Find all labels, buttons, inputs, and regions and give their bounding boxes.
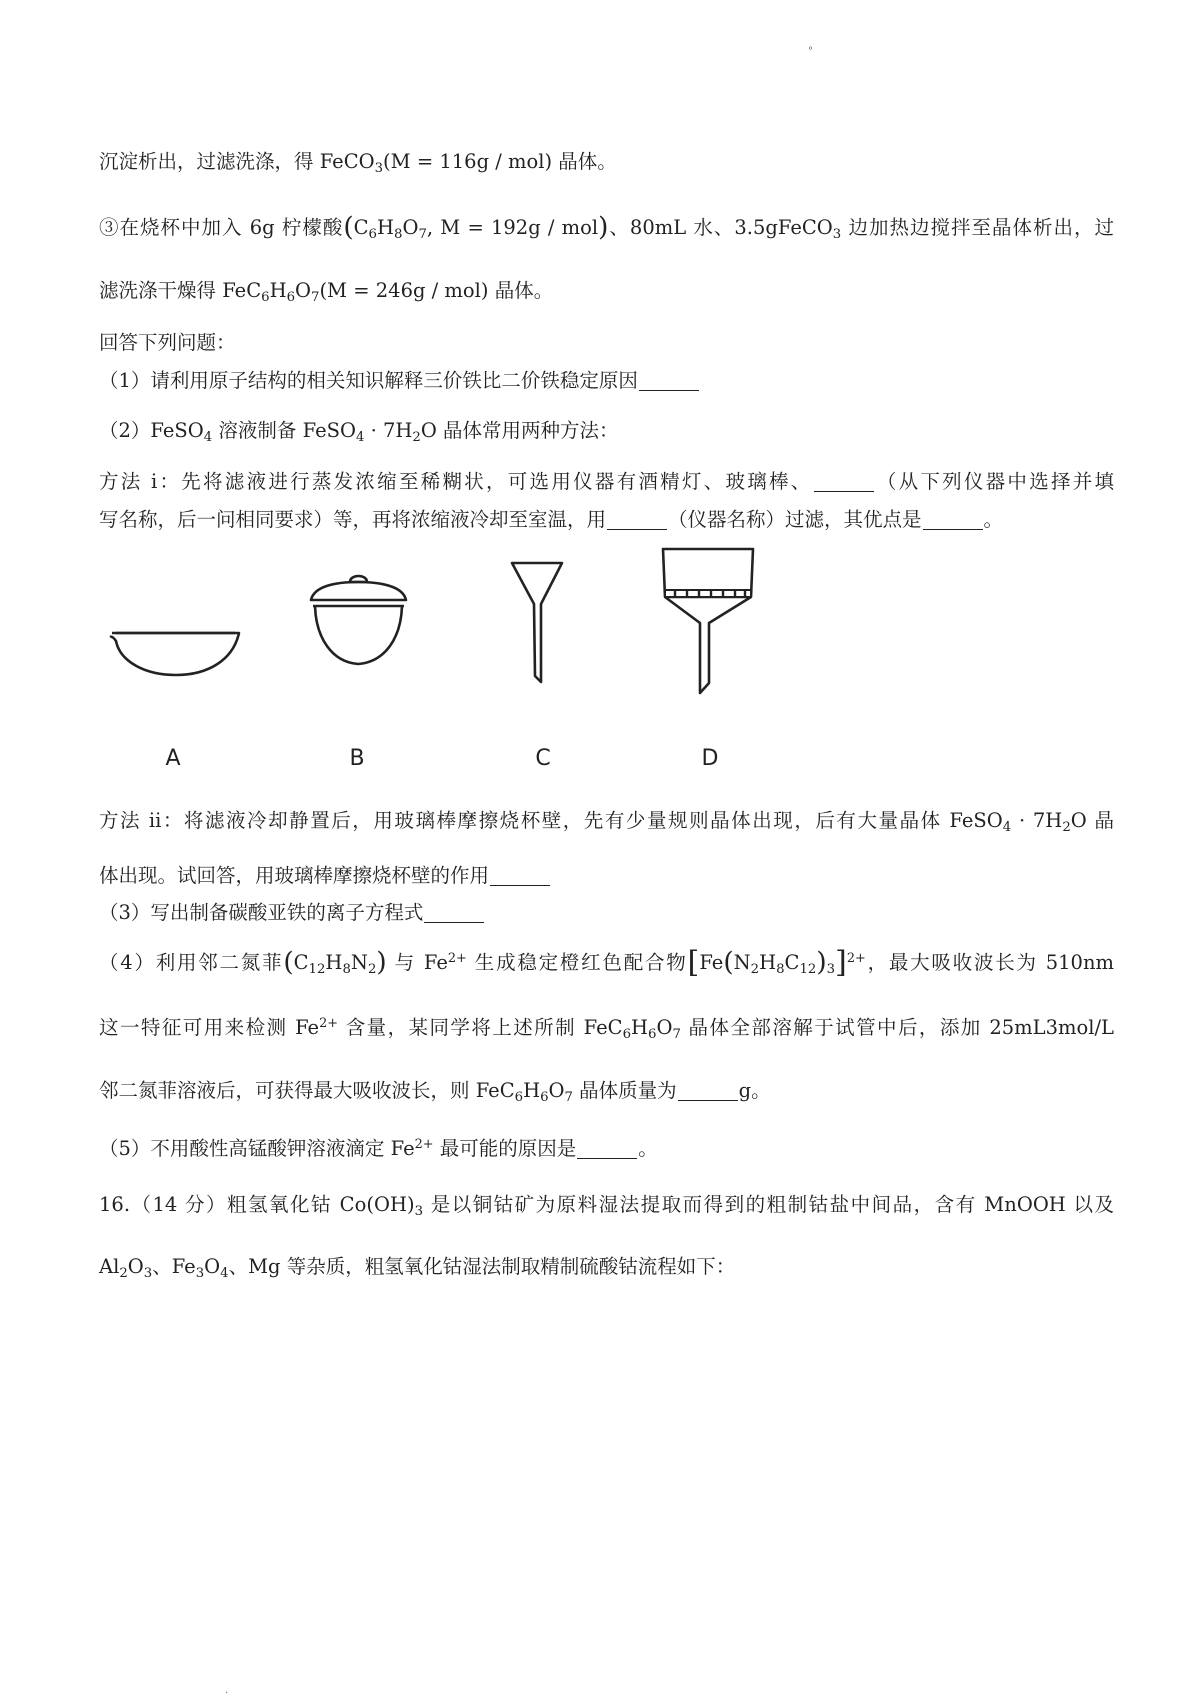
text-segment: 16.（14 分）粗氢氧化钴 Co(OH) xyxy=(99,1193,415,1216)
evaporating-dish-icon xyxy=(108,625,243,685)
text-segment: 含量，某同学将上述所制 FeC xyxy=(338,1016,623,1039)
buchner-funnel-icon xyxy=(660,545,756,697)
text-segment: Al xyxy=(99,1255,120,1278)
text-segment: 8 xyxy=(394,226,403,242)
text-segment: O xyxy=(656,1016,673,1039)
question-5 xyxy=(99,1134,1114,1164)
apparatus-label-b: B xyxy=(349,746,365,771)
text-segment: 2 xyxy=(119,1265,128,1281)
text-segment: 2+ xyxy=(414,1136,434,1152)
text-segment: O xyxy=(204,1255,221,1278)
text-segment: N xyxy=(350,951,368,974)
text-segment: H xyxy=(759,951,777,974)
text-segment: 8 xyxy=(776,961,785,977)
text-segment: 、Fe xyxy=(152,1255,196,1278)
text-segment: ( xyxy=(343,212,354,243)
text-segment: [ xyxy=(687,945,700,981)
answer-blank xyxy=(424,902,484,923)
text-line xyxy=(99,213,1114,243)
answer-blank xyxy=(577,1138,637,1159)
text-segment: 6 xyxy=(648,1026,657,1042)
text-segment: ③在烧杯中加入 6g 柠檬酸 xyxy=(99,216,344,239)
text-segment: ( xyxy=(723,947,734,978)
answer-blank xyxy=(639,370,699,391)
text-segment: 邻二氮菲溶液后，可获得最大吸收波长，则 FeC xyxy=(99,1079,515,1102)
text-segment: ，最大吸收波长为 510nm xyxy=(865,951,1114,974)
text-segment: 溶液制备 FeSO xyxy=(212,419,356,442)
method-ii-line xyxy=(99,806,1114,836)
text-segment: ] xyxy=(835,945,847,981)
text-segment: 3 xyxy=(195,1265,205,1281)
question-4-line xyxy=(99,1076,1114,1106)
method-ii-line xyxy=(99,861,1114,891)
text-segment: 。 xyxy=(638,1137,658,1160)
text-segment: ) xyxy=(816,947,827,978)
text-segment: 方法 ii：将滤液冷却静置后，用玻璃棒摩擦烧杯壁，先有少量规则晶体出现，后有大量晶体 FeSO xyxy=(99,809,1003,832)
text-segment: ) xyxy=(598,212,609,243)
text-segment: · 7H xyxy=(364,419,413,442)
question-4 xyxy=(99,945,1114,981)
text-segment: (M = 246g / mol) 晶体。 xyxy=(319,279,554,302)
text-segment: 、80mL 水、3.5gFeCO xyxy=(608,216,833,239)
question-2 xyxy=(99,416,1114,446)
apparatus-label-a: A xyxy=(165,746,181,771)
question-4-line xyxy=(99,1013,1114,1043)
text-segment: （2）FeSO xyxy=(99,419,204,442)
text-segment: 生成稳定橙红色配合物 xyxy=(466,951,688,974)
text-segment: O 晶 xyxy=(1070,809,1114,832)
text-segment: 体出现。试回答，用玻璃棒摩擦烧杯壁的作用 xyxy=(99,864,490,887)
page-footer-mark: · xyxy=(225,1688,229,1699)
text-segment: O xyxy=(402,216,419,239)
text-segment: O 晶体常用两种方法： xyxy=(420,419,619,442)
text-segment: 2+ xyxy=(447,950,467,966)
text-segment: 7 xyxy=(672,1026,681,1042)
text-segment: C xyxy=(784,951,800,974)
text-segment: H xyxy=(523,1079,541,1102)
apparatus-label-c: C xyxy=(535,746,551,771)
question-16-line xyxy=(99,1252,1114,1282)
text-segment: 6 xyxy=(368,226,377,242)
text-segment: 2 xyxy=(412,429,421,445)
text-segment: Fe xyxy=(699,951,724,974)
text-segment: , M = 192g / mol xyxy=(426,216,599,239)
crucible-with-lid-icon xyxy=(306,562,411,682)
text-segment: 3 xyxy=(414,1203,423,1219)
text-segment: g。 xyxy=(738,1079,771,1102)
text-segment: 晶体质量为 xyxy=(572,1079,677,1102)
text-segment: 6 xyxy=(261,289,270,305)
method-i-line xyxy=(99,467,1114,497)
text-segment: N xyxy=(733,951,751,974)
question-16 xyxy=(99,1190,1114,1220)
text-segment: 2 xyxy=(750,961,760,977)
text-segment: 滤洗涤干燥得 FeC xyxy=(99,279,262,302)
text-segment: H xyxy=(269,279,287,302)
text-segment: 7 xyxy=(311,289,320,305)
text-segment: 2+ xyxy=(319,1015,339,1031)
text-segment: 8 xyxy=(342,961,351,977)
text-segment: 。 xyxy=(983,508,1004,531)
text-segment: 3 xyxy=(374,160,384,176)
text-segment: （5）不用酸性高锰酸钾溶液滴定 Fe xyxy=(99,1137,415,1160)
text-segment: O xyxy=(295,279,312,302)
answer-blank xyxy=(607,509,667,530)
answer-blank xyxy=(923,509,983,530)
answer-blank xyxy=(490,865,550,886)
text-segment: 3 xyxy=(832,226,842,242)
text-segment: 回答下列问题： xyxy=(99,331,236,354)
text-segment: C xyxy=(293,951,309,974)
text-segment: 6 xyxy=(286,289,296,305)
text-segment: H xyxy=(325,951,343,974)
text-segment: 4 xyxy=(220,1265,229,1281)
text-segment: 、Mg 等杂质，粗氢氧化钴湿法制取精制硫酸钴流程如下： xyxy=(228,1255,736,1278)
text-segment: （3）写出制备碳酸亚铁的离子方程式 xyxy=(99,901,424,924)
text-segment: O xyxy=(127,1255,144,1278)
text-segment: 2 xyxy=(1062,819,1071,835)
text-segment: 4 xyxy=(203,429,213,445)
text-line xyxy=(99,147,1114,177)
funnel-icon xyxy=(509,560,565,686)
question-3 xyxy=(99,898,1114,928)
text-segment: 这一特征可用来检测 Fe xyxy=(99,1016,320,1039)
text-line xyxy=(99,328,1114,358)
page-mark: ° xyxy=(808,46,813,57)
text-segment: ) xyxy=(376,947,387,978)
text-segment: 6 xyxy=(540,1089,549,1105)
text-segment: H xyxy=(376,216,394,239)
text-segment: 边加热边搅拌至晶体析出，过 xyxy=(841,216,1114,239)
text-segment: 12 xyxy=(308,961,326,977)
text-segment: 最可能的原因是 xyxy=(433,1137,577,1160)
text-segment: 2 xyxy=(367,961,377,977)
text-segment: 6 xyxy=(514,1089,524,1105)
text-segment: ( xyxy=(283,947,294,978)
text-segment: 4 xyxy=(355,429,365,445)
text-segment: · 7H xyxy=(1011,809,1063,832)
text-segment: （1）请利用原子结构的相关知识解释三价铁比二价铁稳定原因 xyxy=(99,369,638,392)
apparatus-label-d: D xyxy=(701,746,719,771)
answer-blank xyxy=(678,1080,738,1101)
text-segment: 7 xyxy=(564,1089,573,1105)
text-segment: 4 xyxy=(1002,819,1012,835)
text-segment: 7 xyxy=(418,226,427,242)
text-segment: H xyxy=(631,1016,649,1039)
text-segment: 3 xyxy=(826,961,836,977)
text-segment: 是以铜钴矿为原料湿法提取而得到的粗制钴盐中间品，含有 MnOOH 以及 xyxy=(423,1193,1114,1216)
text-segment: （4）利用邻二氮菲 xyxy=(99,951,284,974)
text-segment: 与 Fe xyxy=(386,951,448,974)
text-segment: (M = 116g / mol) 晶体。 xyxy=(383,150,617,173)
text-line xyxy=(99,276,1114,306)
text-segment: 沉淀析出，过滤洗涤，得 FeCO xyxy=(99,150,375,173)
question-1 xyxy=(99,366,1114,396)
method-i-line xyxy=(99,505,1114,535)
text-segment: 方法 i：先将滤液进行蒸发浓缩至稀糊状，可选用仪器有酒精灯、玻璃棒、 xyxy=(99,470,813,493)
text-segment: O xyxy=(548,1079,565,1102)
text-segment: （从下列仪器中选择并填 xyxy=(874,470,1114,493)
text-segment: 写名称，后一问相同要求）等，再将浓缩液冷却至室温，用 xyxy=(99,508,607,531)
text-segment: 3 xyxy=(143,1265,153,1281)
text-segment: 6 xyxy=(622,1026,632,1042)
text-segment: （仪器名称）过滤，其优点是 xyxy=(668,508,922,531)
text-segment: C xyxy=(353,216,369,239)
text-segment: 2+ xyxy=(846,950,866,966)
text-segment: 12 xyxy=(799,961,817,977)
answer-blank xyxy=(814,471,874,492)
text-segment: 晶体全部溶解于试管中后，添加 25mL3mol/L xyxy=(680,1016,1114,1039)
